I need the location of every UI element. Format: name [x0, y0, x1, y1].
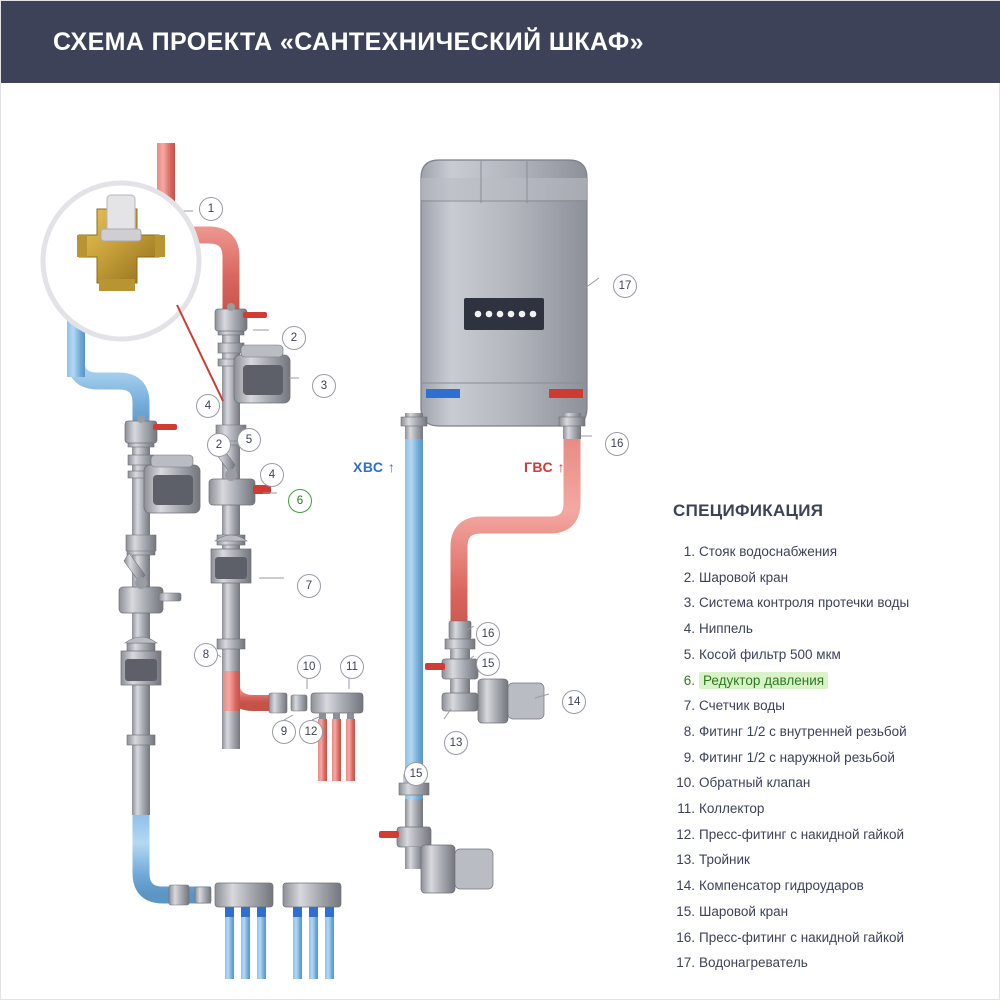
callout-11[interactable]: 11	[340, 655, 364, 679]
specification-panel	[673, 501, 973, 976]
callout-6[interactable]: 6	[288, 489, 312, 513]
spec-item-5: Косой фильтр 500 мкм	[699, 646, 841, 662]
spec-item-17: Водонагреватель	[699, 955, 808, 971]
callout-16a[interactable]: 16	[605, 432, 629, 456]
spec-item-9: Фитинг 1/2 с наружной резьбой	[699, 749, 895, 765]
page-header	[1, 1, 1000, 83]
spec-item-6: Редуктор давления	[699, 668, 973, 694]
spec-item-8: Фитинг 1/2 с внутренней резьбой	[699, 723, 907, 739]
hot-arrow-icon: ↑	[557, 459, 566, 475]
diagram-svg	[1, 83, 673, 1001]
spec-item-13: Тройник	[699, 852, 750, 868]
spec-item-7: Счетчик воды	[699, 698, 785, 714]
callout-8[interactable]: 8	[194, 643, 218, 667]
spec-item-2: Шаровой кран	[699, 569, 789, 585]
spec-item-14: Компенсатор гидроударов	[699, 878, 864, 894]
specification-title: СПЕЦИФИКАЦИЯ	[673, 501, 824, 520]
page-title: СХЕМА ПРОЕКТА «САНТЕХНИЧЕСКИЙ ШКАФ»	[53, 27, 644, 56]
callout-12[interactable]: 12	[299, 720, 323, 744]
callout-15b[interactable]: 15	[404, 762, 428, 786]
spec-item-16: Пресс-фитинг с накидной гайкой	[699, 929, 905, 945]
spec-item-10: Обратный клапан	[699, 775, 811, 791]
callout-4b[interactable]: 4	[260, 463, 284, 487]
water-heater-body	[421, 160, 587, 426]
spec-item-1: Стояк водоснабжения	[699, 544, 838, 559]
callout-17[interactable]: 17	[613, 274, 637, 298]
callout-10[interactable]: 10	[297, 655, 321, 679]
cold-arrow-icon: ↑	[387, 459, 396, 475]
callout-2b[interactable]: 2	[207, 433, 231, 457]
plumbing-diagram	[1, 83, 673, 1001]
callout-3[interactable]: 3	[312, 374, 336, 398]
callout-2a[interactable]: 2	[282, 326, 306, 350]
spec-item-15: Шаровой кран	[699, 903, 789, 919]
callout-15a[interactable]: 15	[476, 652, 500, 676]
callout-5[interactable]: 5	[237, 428, 261, 452]
spec-item-12: Пресс-фитинг с накидной гайкой	[699, 826, 905, 842]
callout-9[interactable]: 9	[272, 720, 296, 744]
spec-item-3: Система контроля протечки воды	[699, 595, 910, 611]
callout-1[interactable]: 1	[199, 197, 223, 221]
spec-item-4: Ниппель	[699, 621, 753, 637]
callout-14[interactable]: 14	[562, 690, 586, 714]
label-hot-water: ГВС ↑	[524, 459, 566, 475]
callout-16b[interactable]: 16	[476, 622, 500, 646]
callout-13[interactable]: 13	[444, 731, 468, 755]
label-cold-water: ХВС ↑	[353, 459, 396, 475]
spec-item-11: Коллектор	[699, 801, 765, 817]
callout-7[interactable]: 7	[297, 574, 321, 598]
callout-4a[interactable]: 4	[196, 394, 220, 418]
specification-list	[673, 539, 973, 976]
